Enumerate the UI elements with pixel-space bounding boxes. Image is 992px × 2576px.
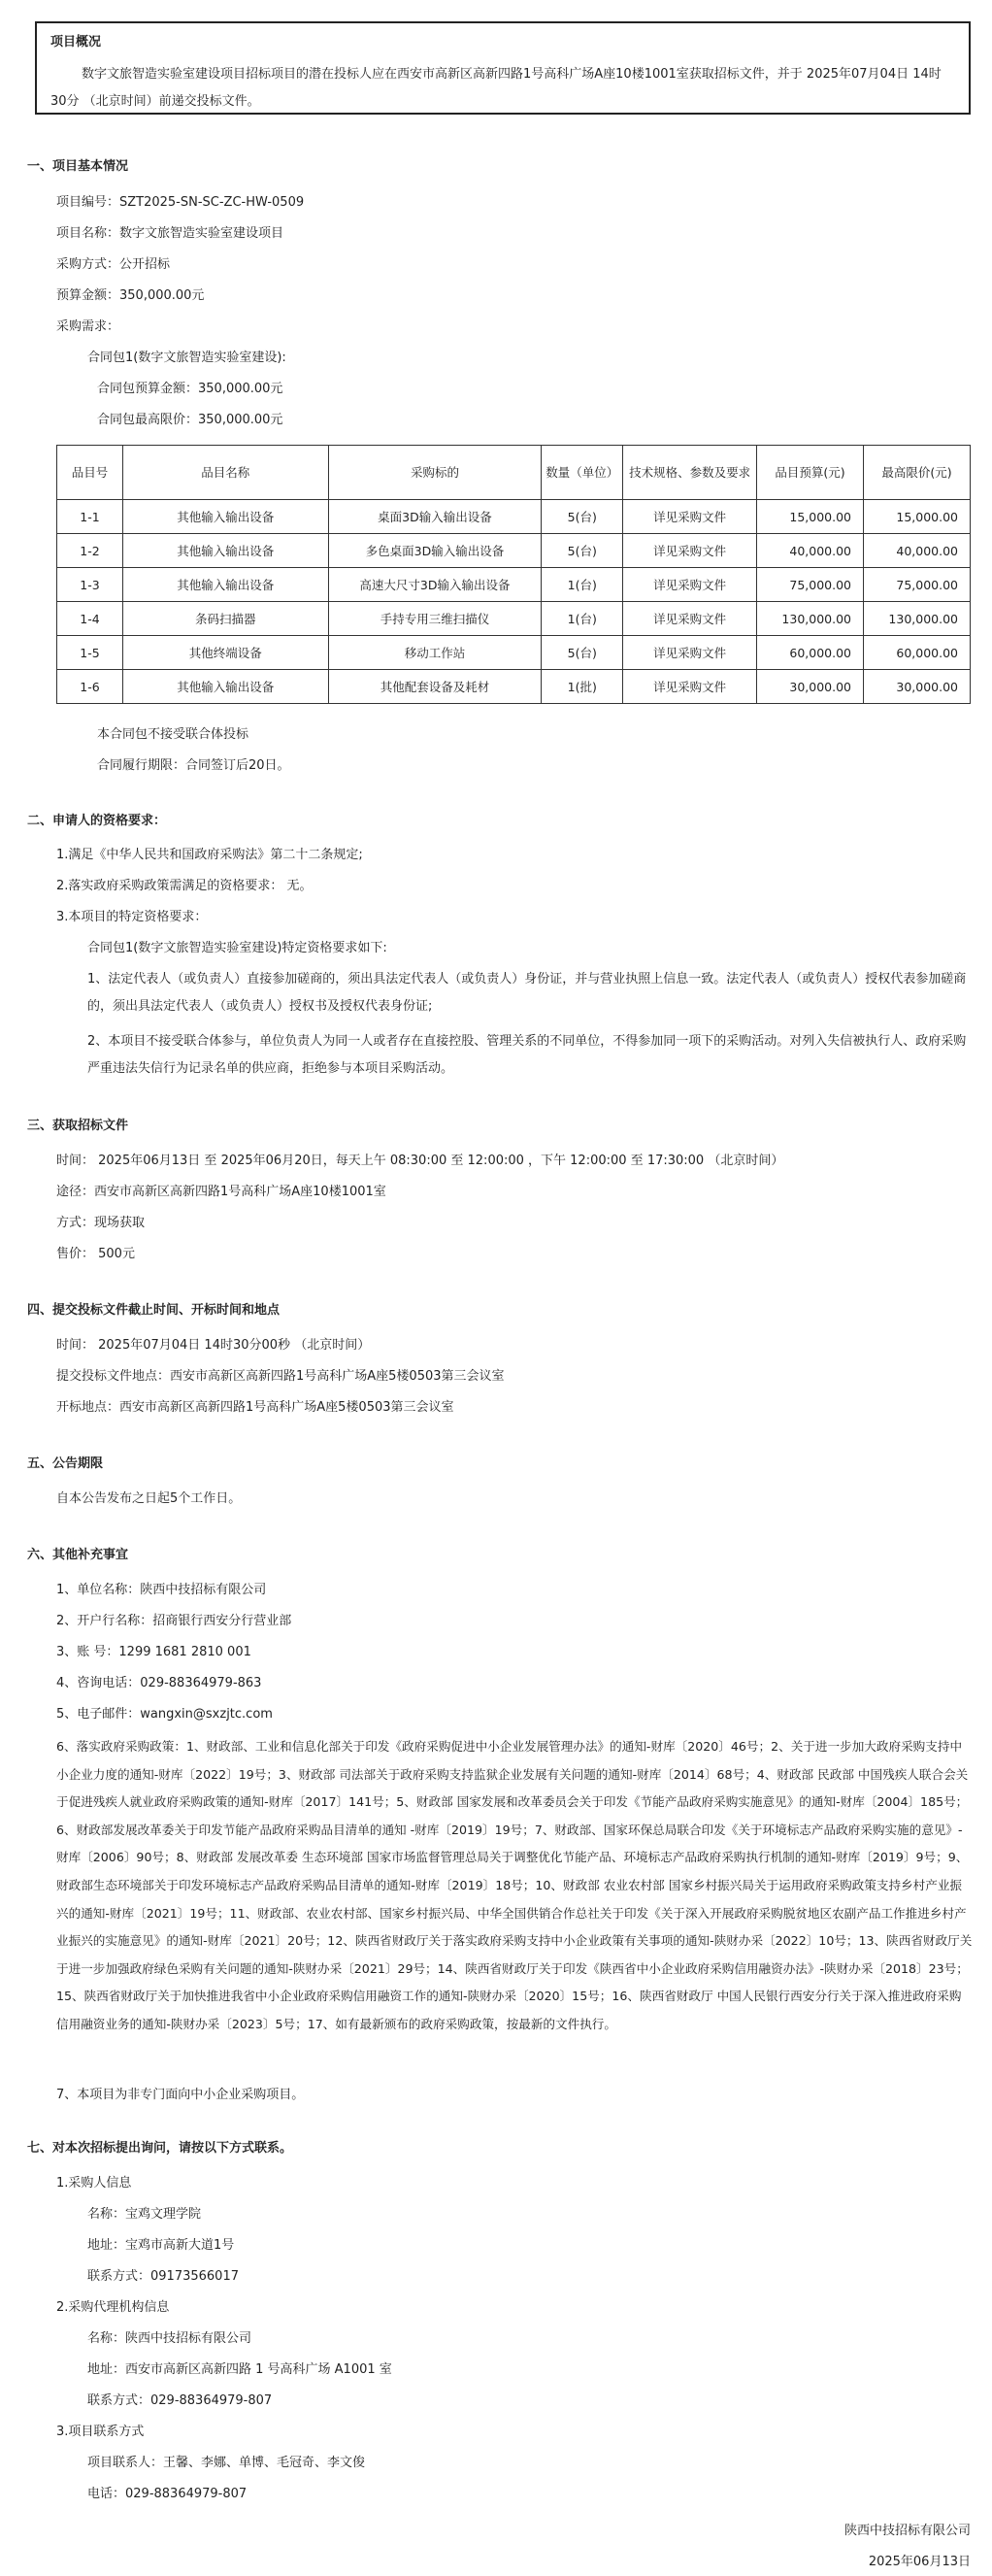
table-cell: 详见采购文件 [623, 636, 757, 670]
table-cell: 其他配套设备及耗材 [328, 670, 542, 704]
section-2-title: 二、申请人的资格要求： [27, 814, 167, 828]
table-row [57, 636, 971, 670]
table-cell: 详见采购文件 [623, 534, 757, 568]
section-6-title: 六、其他补充事宜 [27, 1548, 129, 1562]
project-contact-phone: 电话：029-88364979-807 [87, 2487, 248, 2501]
table-cell: 130,000.00 [757, 602, 864, 636]
overview-text: 数字文旅智造实验室建设项目招标项目的潜在投标人应在西安市高新区高新四路1号高科广场A座10楼1001室获取招标文件，并于 2025年07月04日 14时30分 （北京时间）前递交投标文件。 [50, 67, 942, 109]
table-cell: 详见采购文件 [623, 602, 757, 636]
project-contact-heading: 3.项目联系方式 [56, 2425, 145, 2439]
table-row [57, 670, 971, 704]
table-cell: 其他输入输出设备 [122, 534, 328, 568]
table-cell: 1(台) [542, 602, 623, 636]
account-number: 3、账 号：1299 1681 2810 001 [56, 1645, 251, 1659]
unit-name: 1、单位名称：陕西中技招标有限公司 [56, 1583, 267, 1597]
qualification-1: 1.满足《中华人民共和国政府采购法》第二十二条规定; [56, 848, 363, 862]
table-cell: 60,000.00 [864, 636, 971, 670]
table-cell: 5(台) [542, 534, 623, 568]
table-header-cell: 品目名称 [122, 446, 328, 500]
purchaser-contact: 联系方式：09173566017 [87, 2269, 239, 2284]
table-header-cell: 品目号 [57, 446, 123, 500]
document-time: 时间： 2025年06月13日 至 2025年06月20日，每天上午 08:30:00 至 12:00:00 ，下午 12:00:00 至 17:30:00 （北京时间） [56, 1154, 784, 1168]
document-way: 方式：现场获取 [56, 1216, 146, 1230]
table-cell: 30,000.00 [757, 670, 864, 704]
consult-phone: 4、咨询电话：029-88364979-863 [56, 1676, 262, 1690]
package-title: 合同包1(数字文旅智造实验室建设): [87, 351, 286, 365]
table-cell: 5(台) [542, 636, 623, 670]
agency-name: 名称：陕西中技招标有限公司 [87, 2331, 252, 2346]
table-header-row [57, 446, 971, 500]
table-cell: 1-3 [57, 568, 123, 602]
opening-place: 开标地点：西安市高新区高新四路1号高科广场A座5楼0503第三会议室 [56, 1400, 454, 1415]
items-table [56, 445, 971, 704]
project-contact-people: 项目联系人：王馨、李娜、单博、毛冠奇、李文俊 [87, 2456, 366, 2470]
deadline-time: 时间： 2025年07月04日 14时30分00秒 （北京时间） [56, 1338, 371, 1353]
agency-heading: 2.采购代理机构信息 [56, 2300, 170, 2315]
table-cell: 1(批) [542, 670, 623, 704]
specific-requirements-title: 合同包1(数字文旅智造实验室建设)特定资格要求如下: [87, 941, 387, 955]
purchaser-name: 名称：宝鸡文理学院 [87, 2207, 202, 2222]
table-cell: 60,000.00 [757, 636, 864, 670]
table-cell: 手持专用三维扫描仪 [328, 602, 542, 636]
footer-company: 陕西中技招标有限公司 [843, 2524, 971, 2538]
table-cell: 其他输入输出设备 [122, 500, 328, 534]
table-cell: 1-2 [57, 534, 123, 568]
table-cell: 其他输入输出设备 [122, 568, 328, 602]
table-cell: 130,000.00 [864, 602, 971, 636]
table-cell: 高速大尺寸3D输入输出设备 [328, 568, 542, 602]
document-price: 售价： 500元 [56, 1247, 135, 1261]
policy-list: 6、落实政府采购政策：1、财政部、工业和信息化部关于印发《政府采购促进中小企业发展管理办法》的通知-财库〔2020〕46号；2、关于进一步加大政府采购支持中小企业力度的通知-财库〔2022〕19号；3、财政部 司法部关于政府采购支持监狱企业发展有关问题的通知-财库〔2014〕68号；4、财政部 民政部 中国残疾人联合会关于促进残疾人就业政府采购政策的通知-财库〔2017〕141号；5、财政部 国家发展和改革委员会关于印发《节能产品政府采购实施意见》的通知-财库〔2004〕185号；6、财政部发展改革委关于印发节能产品政府采购品目清单的通知 -财库〔2019〕19号；7、财政部、国家环保总局联合印发《关于环境标志产品政府采购实施的意见》-财库〔2006〕90号；8、财政部 发展改革委 生态环境部 国家市场监督管理总局关于调整优化节能产品、环境标志产品政府采购执行机制的通知-财库〔2019〕9号；9、财政部生态环境部关于印发环境标志产品政府采购品目清单的通知-财库〔2019〕18号；10、财政部 农业农村部 国家乡村振兴局关于运用政府采购政策支持乡村产业振兴的通知-财库〔2021〕19号；11、财政部、农业农村部、国家乡村振兴局、中华全国供销合作总社关于印发《关于深入开展政府采购脱贫地区农副产品工作推进乡村产业振兴的实施意见》的通知-财库〔2021〕20号；12、陕西省财政厅关于落实政府采购支持中小企业政策有关事项的通知-陕财办采〔2022〕10号；13、陕西省财政厅关于进一步加强政府绿色采购有关问题的通知-陕财办采〔2021〕29号；14、陕西省财政厅关于印发《陕西省中小企业政府采购信用融资办法》-陕财办采〔2018〕23号；15、陕西省财政厅关于加快推进我省中小企业政府采购信用融资工作的通知-陕财办采〔2020〕15号；16、陕西省财政厅 中国人民银行西安分行关于深入推进政府采购信用融资业务的通知-陕财办采〔2023〕5号；17、如有最新颁布的政府采购政策，按最新的文件执行。 [56, 1739, 973, 2031]
table-cell: 桌面3D输入输出设备 [328, 500, 542, 534]
table-row [57, 534, 971, 568]
table-header-cell: 采购标的 [328, 446, 542, 500]
project-name: 项目名称：数字文旅智造实验室建设项目 [56, 226, 284, 241]
table-cell: 详见采购文件 [623, 670, 757, 704]
table-cell: 详见采购文件 [623, 500, 757, 534]
table-cell: 详见采购文件 [623, 568, 757, 602]
table-cell: 其他输入输出设备 [122, 670, 328, 704]
footer-date: 2025年06月13日 [868, 2555, 971, 2569]
package-budget: 合同包预算金额：350,000.00元 [97, 382, 283, 396]
table-row [57, 500, 971, 534]
table-cell: 1(台) [542, 568, 623, 602]
table-cell: 5(台) [542, 500, 623, 534]
table-cell: 15,000.00 [864, 500, 971, 534]
document-place: 途径：西安市高新区高新四路1号高科广场A座10楼1001室 [56, 1185, 386, 1199]
no-consortium-note: 本合同包不接受联合体投标 [97, 727, 249, 742]
table-cell: 40,000.00 [864, 534, 971, 568]
budget-amount: 预算金额：350,000.00元 [56, 288, 205, 303]
submit-place: 提交投标文件地点：西安市高新区高新四路1号高科广场A座5楼0503第三会议室 [56, 1369, 505, 1384]
table-row [57, 568, 971, 602]
table-header-cell: 最高限价(元) [864, 446, 971, 500]
section-1-title: 一、项目基本情况 [27, 159, 129, 174]
specific-requirement-2: 2、本项目不接受联合体参与，单位负责人为同一人或者存在直接控股、管理关系的不同单位，不得参加同一项下的采购活动。对列入失信被执行人、政府采购严重违法失信行为记录名单的供应商，拒绝参与本项目采购活动。 [87, 1034, 967, 1076]
table-cell: 多色桌面3D输入输出设备 [328, 534, 542, 568]
qualification-2: 2.落实政府采购政策需满足的资格要求： 无。 [56, 879, 313, 893]
table-cell: 1-1 [57, 500, 123, 534]
package-max-price: 合同包最高限价：350,000.00元 [97, 413, 283, 427]
table-cell: 1-6 [57, 670, 123, 704]
overview-box [35, 21, 971, 115]
section-7-title: 七、对本次招标提出询问，请按以下方式联系。 [27, 2141, 293, 2156]
procurement-method: 采购方式：公开招标 [56, 257, 171, 272]
table-cell: 1-5 [57, 636, 123, 670]
table-header-cell: 技术规格、参数及要求 [623, 446, 757, 500]
agency-address: 地址：西安市高新区高新四路 1 号高科广场 A1001 室 [87, 2362, 392, 2377]
table-cell: 条码扫描器 [122, 602, 328, 636]
table-cell: 移动工作站 [328, 636, 542, 670]
table-cell: 其他终端设备 [122, 636, 328, 670]
table-cell: 40,000.00 [757, 534, 864, 568]
section-4-title: 四、提交投标文件截止时间、开标时间和地点 [27, 1303, 281, 1318]
table-header-cell: 数量（单位） [542, 446, 623, 500]
project-number: 项目编号：SZT2025-SN-SC-ZC-HW-0509 [56, 195, 305, 210]
procurement-demand: 采购需求： [56, 319, 120, 334]
announcement-period: 自本公告发布之日起5个工作日。 [56, 1491, 242, 1506]
sme-note: 7、本项目为非专门面向中小企业采购项目。 [56, 2088, 305, 2102]
specific-requirement-1: 1、法定代表人（或负责人）直接参加磋商的，须出具法定代表人（或负责人）身份证，并与营业执照上信息一致。法定代表人（或负责人）授权代表参加磋商的，须出具法定代表人（或负责人）授权书及授权代表身份证; [87, 972, 967, 1014]
bank-name: 2、开户行名称：招商银行西安分行营业部 [56, 1614, 292, 1628]
purchaser-heading: 1.采购人信息 [56, 2176, 132, 2191]
qualification-3: 3.本项目的特定资格要求： [56, 910, 208, 924]
purchaser-address: 地址：宝鸡市高新大道1号 [87, 2238, 235, 2253]
overview-title: 项目概况 [50, 35, 102, 50]
table-header-cell: 品目预算(元) [757, 446, 864, 500]
table-cell: 1-4 [57, 602, 123, 636]
section-5-title: 五、公告期限 [27, 1456, 104, 1471]
table-row [57, 602, 971, 636]
table-cell: 30,000.00 [864, 670, 971, 704]
section-3-title: 三、获取招标文件 [27, 1119, 129, 1133]
table-cell: 15,000.00 [757, 500, 864, 534]
agency-contact: 联系方式：029-88364979-807 [87, 2393, 273, 2408]
table-cell: 75,000.00 [757, 568, 864, 602]
table-cell: 75,000.00 [864, 568, 971, 602]
email-address: 5、电子邮件：wangxin@sxzjtc.com [56, 1707, 273, 1722]
contract-period: 合同履行期限：合同签订后20日。 [97, 758, 290, 773]
